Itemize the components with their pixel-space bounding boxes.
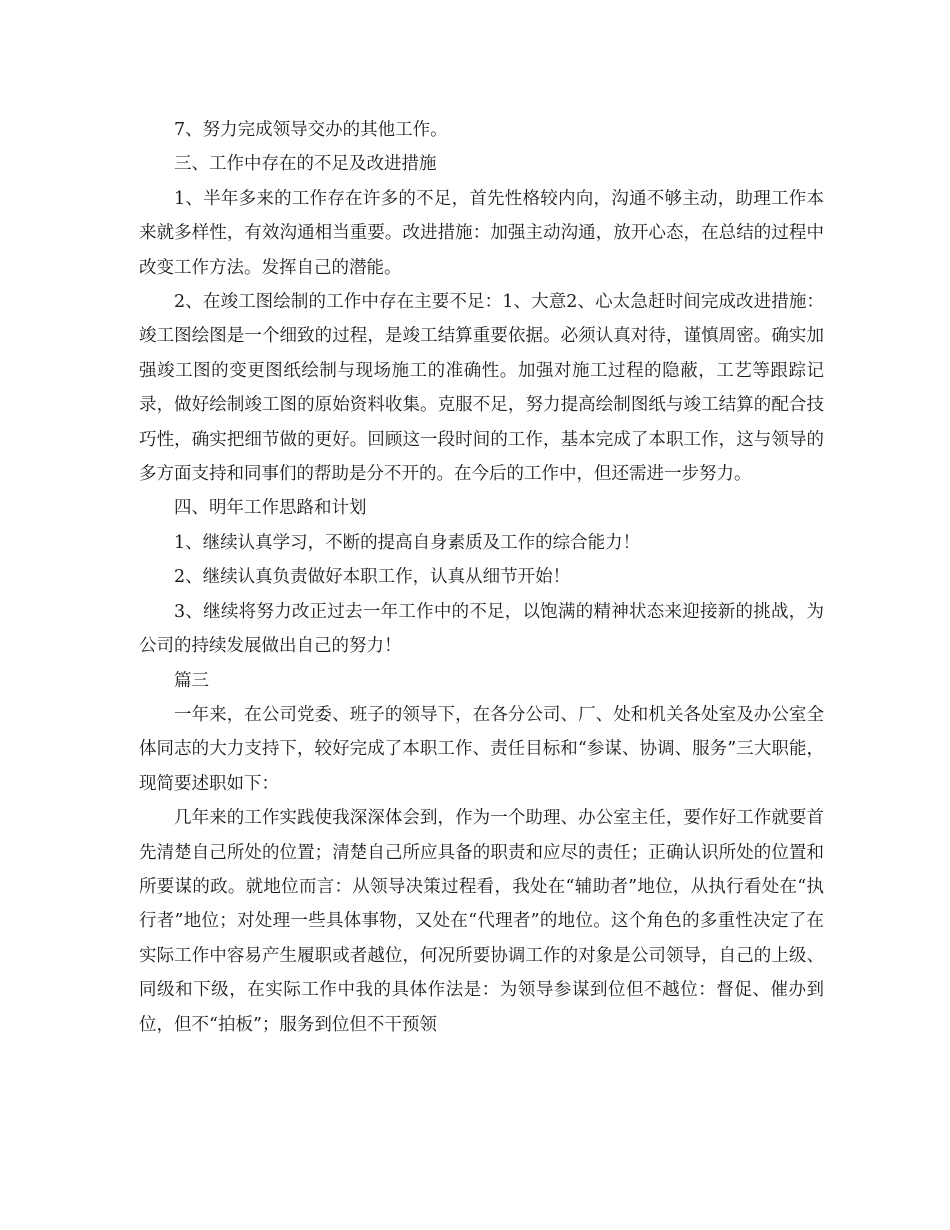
paragraph-plan-3: 3、继续将努力改正过去一年工作中的不足，以饱满的精神状态来迎接新的挑战，为公司的持续发展做出自己的努力！ — [139, 601, 824, 657]
section-heading-next-year-plan: 四、明年工作思路和计划 — [174, 498, 367, 519]
section-heading-shortcomings: 三、工作中存在的不足及改进措施 — [174, 154, 437, 175]
document-body — [139, 113, 824, 1042]
paragraph-item-7: 7、努力完成领导交办的其他工作。 — [174, 120, 448, 140]
paragraph-experience: 几年来的工作实践使我深深体会到，作为一个助理、办公室主任，要作好工作就要首先清楚自己所处的位置；清楚自己所应具备的职责和应尽的责任；正确认识所处的位置和所要谋的政。就地位而言：从领导决策过程看，我处在“辅助者”地位，从执行看处在“执行者”地位；对处理一些具体事物，又处在“代理者”的地位。这个角色的多重性决定了在实际工作中容易产生履职或者越位，何况所要协调工作的对象是公司领导，自己的上级、同级和下级，在实际工作中我的具体作法是：为领导参谋到位但不越位：督促、催办到位，但不“拍板”；服务到位但不干预领 — [139, 808, 824, 1035]
paragraph-intro: 一年来，在公司党委、班子的领导下，在各分公司、厂、处和机关各处室及办公室全体同志的大力支持下，较好完成了本职工作、责任目标和“参谋、协调、服务”三大职能，现简要述职如下： — [139, 704, 824, 794]
section-heading-part-three: 篇三 — [174, 670, 209, 691]
paragraph-shortcoming-1: 1、半年多来的工作存在许多的不足，首先性格较内向，沟通不够主动，助理工作本来就多样性，有效沟通相当重要。改进措施：加强主动沟通，放开心态，在总结的过程中改变工作方法。发挥自己的潜能。 — [139, 188, 824, 278]
paragraph-shortcoming-2: 2、在竣工图绘制的工作中存在主要不足：1、大意2、心太急赶时间完成改进措施：竣工图绘图是一个细致的过程，是竣工结算重要依据。必须认真对待，谨慎周密。确实加强竣工图的变更图纸绘制与现场施工的准确性。加强对施工过程的隐蔽，工艺等跟踪记录，做好绘制竣工图的原始资料收集。克服不足，努力提高绘制图纸与竣工结算的配合技巧性，确实把细节做的更好。回顾这一段时间的工作，基本完成了本职工作，这与领导的多方面支持和同事们的帮助是分不开的。在今后的工作中，但还需进一步努力。 — [139, 292, 824, 485]
paragraph-plan-2: 2、继续认真负责做好本职工作，认真从细节开始！ — [174, 567, 571, 588]
paragraph-plan-1: 1、继续认真学习，不断的提高自身素质及工作的综合能力！ — [174, 532, 641, 553]
